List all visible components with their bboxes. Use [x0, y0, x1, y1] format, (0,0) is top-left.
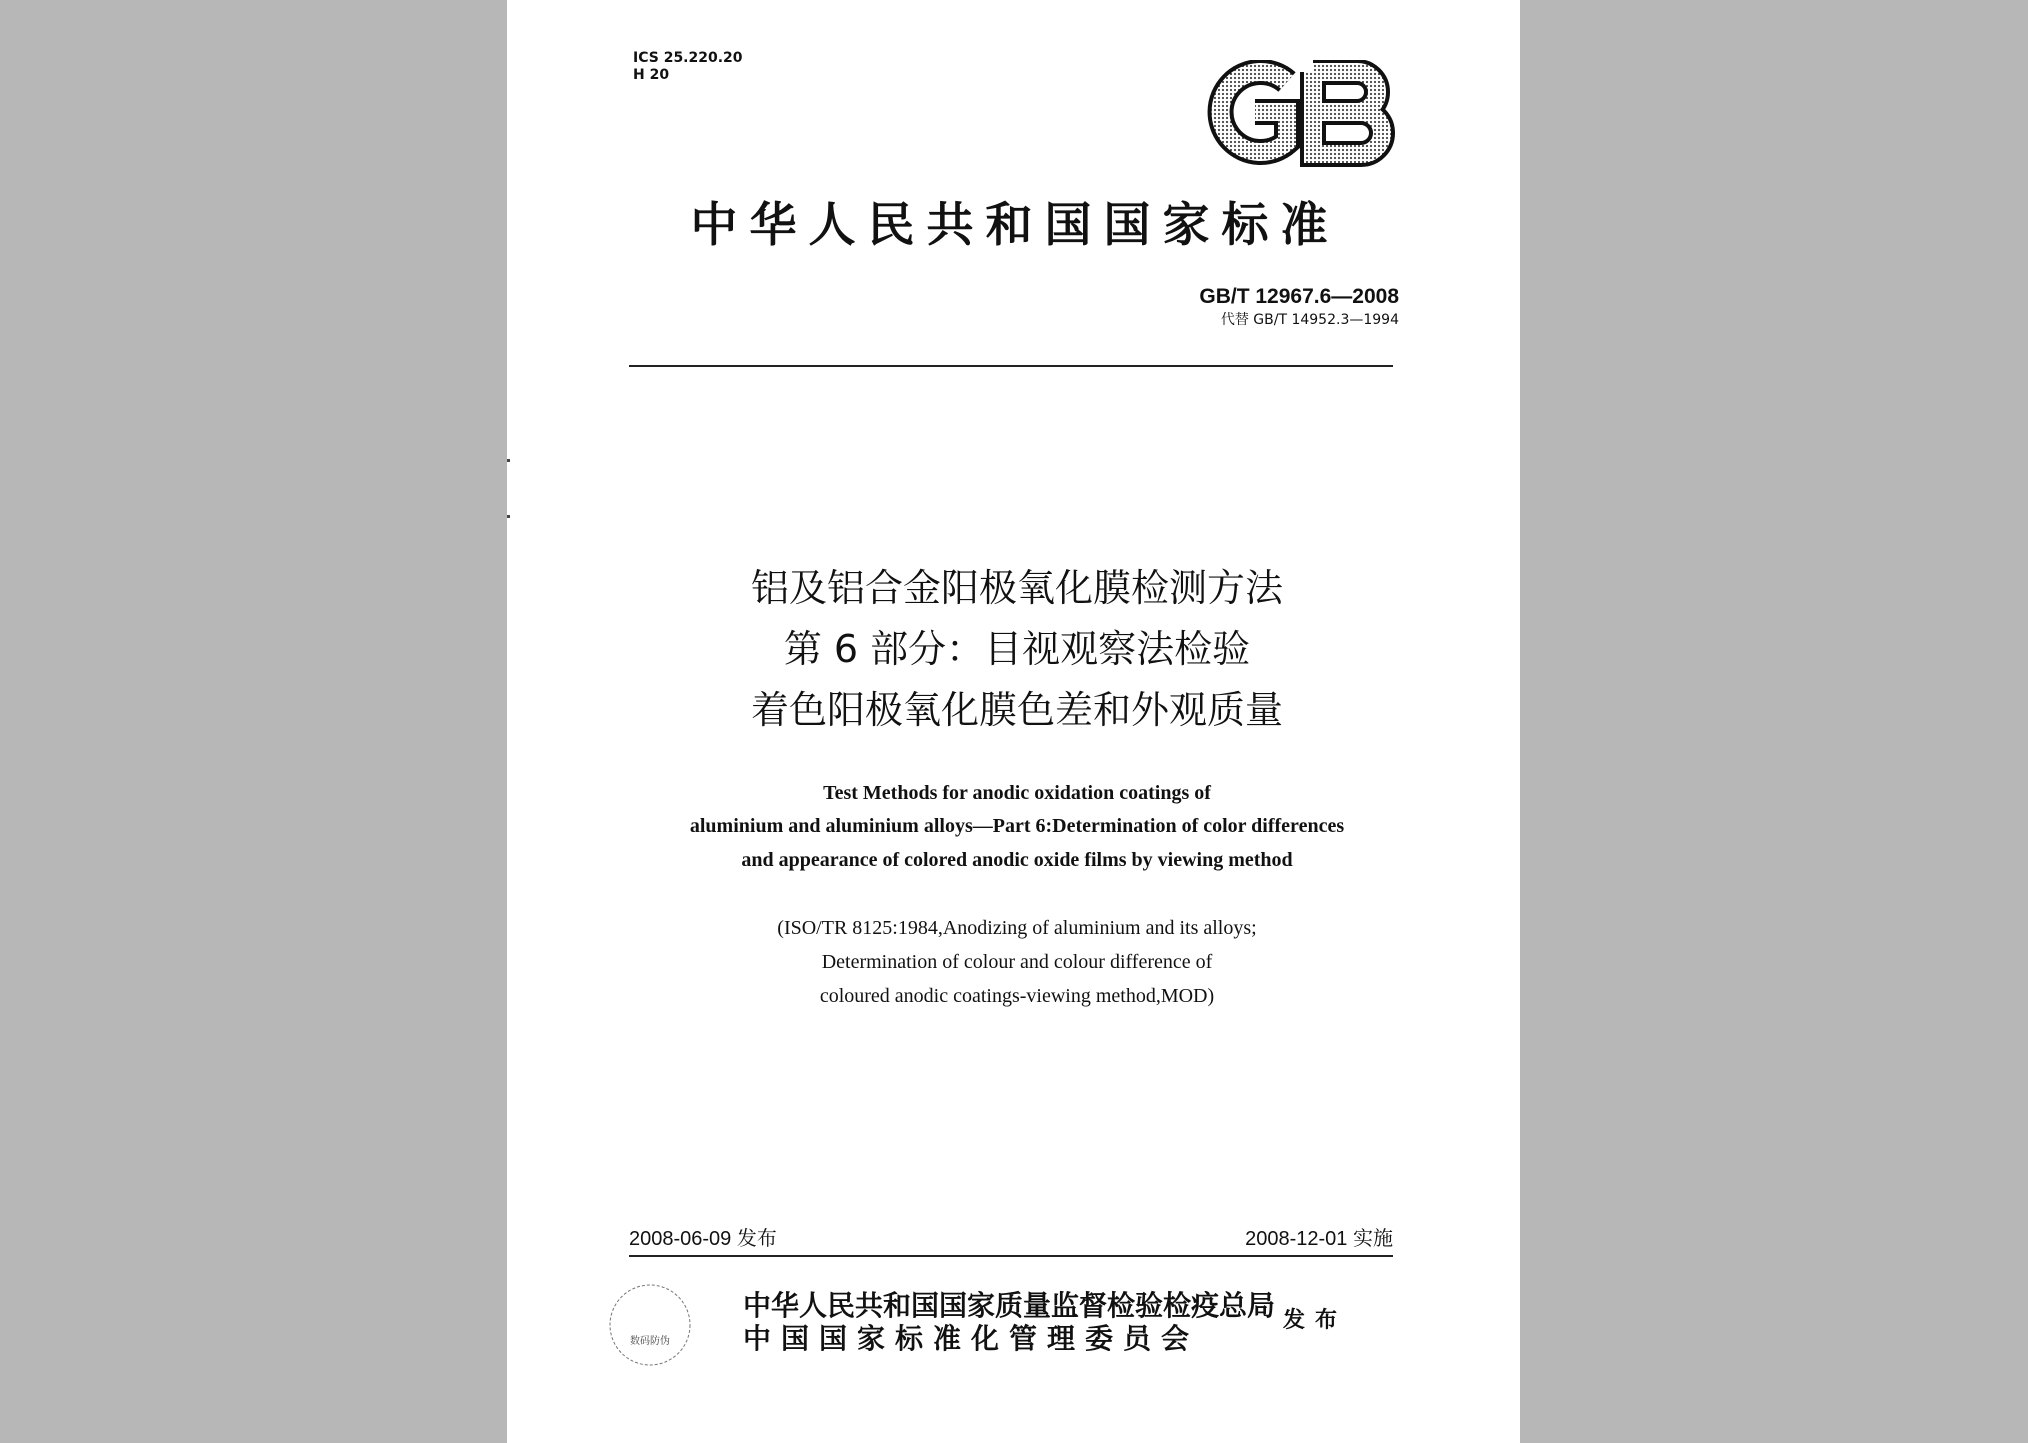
- iso-reference-line-3: coloured anodic coatings-viewing method,MOD): [819, 985, 1215, 1007]
- en-title-line-1: Test Methods for anodic oxidation coatings of: [823, 782, 1211, 804]
- scan-mark: [507, 459, 510, 462]
- cn-title-line-1: 铝及铝合金阳极氧化膜检测方法: [750, 566, 1283, 610]
- seal-text: 数码防伪: [630, 1336, 670, 1347]
- en-title-line-3: and appearance of colored anodic oxide films by viewing method: [741, 849, 1293, 871]
- standard-cover-page: [507, 0, 1520, 1443]
- footer-divider: [629, 1255, 1393, 1257]
- authority-aqsiq: 中华人民共和国国家质量监督检验检疫总局: [743, 1289, 1276, 1322]
- ics-code: ICS 25.220.20: [633, 50, 743, 66]
- standard-number: GB/T 12967.6—2008: [1199, 285, 1399, 308]
- replaces-standard: 代替 GB/T 14952.3—1994: [1220, 312, 1399, 328]
- header-divider: [629, 365, 1393, 367]
- iso-reference-line-1: (ISO/TR 8125:1984,Anodizing of aluminium and its alloys;: [777, 917, 1257, 939]
- implementation-date: 2008-12-01 实施: [1245, 1228, 1393, 1250]
- en-title-line-2: aluminium and aluminium alloys—Part 6:Determination of color differences: [689, 815, 1345, 837]
- ccs-code: H 20: [633, 67, 670, 83]
- gb-logo: [1201, 60, 1399, 167]
- issue-date: 2008-06-09 发布: [629, 1228, 777, 1250]
- gb-logo-letters: [1221, 72, 1382, 154]
- national-standard-title: 中华人民共和国国家标准: [690, 198, 1340, 253]
- iso-reference-line-2: Determination of colour and colour difference of: [821, 951, 1213, 973]
- cn-title-line-3: 着色阳极氧化膜色差和外观质量: [750, 688, 1283, 732]
- cn-title-line-2: 第 6 部分：目视观察法检验: [783, 627, 1251, 671]
- scan-mark: [507, 515, 510, 518]
- authority-sac: 中国国家标准化管理委员会: [743, 1322, 1200, 1355]
- anti-counterfeit-seal: [607, 1282, 693, 1368]
- publish-label: 发布: [1283, 1308, 1348, 1333]
